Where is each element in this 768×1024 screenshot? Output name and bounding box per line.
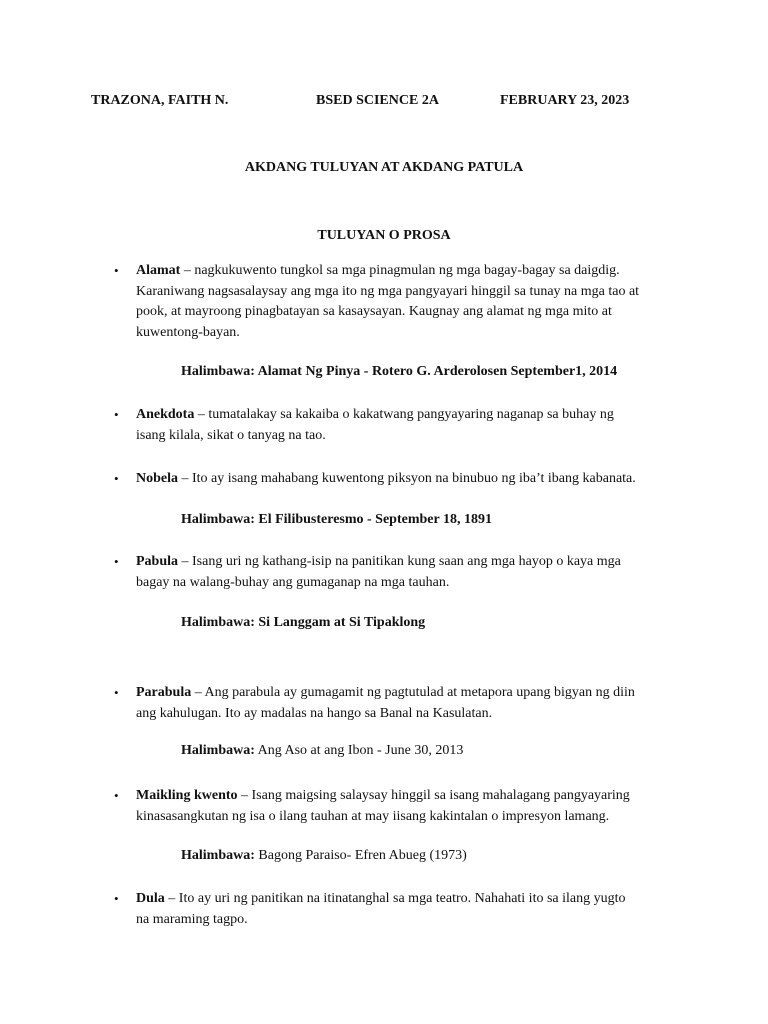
bullet-icon: • bbox=[114, 891, 119, 906]
example-nobela bbox=[181, 512, 701, 528]
example-label: Halimbawa: bbox=[181, 512, 255, 527]
list-item-nobela bbox=[114, 469, 676, 490]
example-text: El Filibusteresmo - September 18, 1891 bbox=[254, 512, 492, 527]
bullet-icon: • bbox=[114, 788, 119, 803]
example-parabula bbox=[181, 743, 701, 759]
list-item-maikling-kwento bbox=[114, 786, 676, 827]
term: Dula bbox=[136, 891, 165, 906]
definition-line: Isang maigsing salaysay hinggil sa isang mahalagang pangyayaring bbox=[251, 788, 630, 803]
example-alamat bbox=[181, 364, 701, 380]
example-label: Halimbawa: bbox=[181, 743, 255, 758]
term-separator: – bbox=[178, 554, 193, 569]
definition-line: ang kahulugan. Ito ay madalas na hango sa Banal na Kasulatan. bbox=[136, 705, 493, 721]
definition-line: kuwentong-bayan. bbox=[136, 324, 240, 340]
definition-line: pook, at mayroong pinagbatayan sa kasaysayan. Kaugnay ang alamat ng mga mito at bbox=[136, 304, 612, 319]
term-separator: – bbox=[178, 471, 192, 486]
term: Nobela bbox=[136, 471, 178, 486]
bullet-icon: • bbox=[114, 263, 119, 278]
definition-line: tumatalakay sa kakaiba o kakatwang pangyayaring naganap sa buhay ng bbox=[208, 407, 614, 422]
definition-line: Ito ay uri ng panitikan na itinatanghal sa mga teatro. Nahahati ito sa ilang yugto bbox=[178, 891, 626, 906]
definition-line: bagay na walang-buhay ang gumaganap na mga tauhan. bbox=[136, 574, 450, 590]
term: Parabula bbox=[136, 685, 192, 700]
example-text: Si Langgam at Si Tipaklong bbox=[254, 615, 426, 630]
definition-line: na maraming tagpo. bbox=[136, 911, 248, 927]
definition-line: kinasasangkutan ng isa o ilang tauhan at may iisang kakintalan o impresyon lamang. bbox=[136, 808, 610, 824]
example-label: Halimbawa: bbox=[181, 364, 255, 379]
term-separator: – bbox=[164, 891, 179, 906]
bullet-icon: • bbox=[114, 407, 119, 422]
example-text: Alamat Ng Pinya - Rotero G. Arderolosen September1, 2014 bbox=[254, 364, 618, 379]
term-separator: – bbox=[237, 788, 252, 803]
course-section: BSED SCIENCE 2A bbox=[316, 93, 439, 108]
list-item-anekdota bbox=[114, 405, 676, 446]
bullet-icon: • bbox=[114, 685, 119, 700]
bullet-icon: • bbox=[114, 471, 119, 486]
example-pabula bbox=[181, 615, 701, 631]
definition-line: Isang uri ng kathang-isip na panitikan kung saan ang mga hayop o kaya mga bbox=[192, 554, 621, 569]
term: Alamat bbox=[136, 263, 181, 278]
term: Anekdota bbox=[136, 407, 195, 422]
list-item-dula bbox=[114, 889, 676, 930]
example-text: Bagong Paraiso- Efren Abueg (1973) bbox=[254, 848, 467, 863]
example-label: Halimbawa: bbox=[181, 615, 255, 630]
term-separator: – bbox=[191, 685, 205, 700]
section-title: TULUYAN O PROSA bbox=[317, 228, 451, 243]
list-item-pabula bbox=[114, 552, 676, 593]
example-maikling-kwento bbox=[181, 848, 701, 864]
term: Maikling kwento bbox=[136, 788, 238, 803]
bullet-icon: • bbox=[114, 554, 119, 569]
author-name: TRAZONA, FAITH N. bbox=[91, 93, 229, 108]
definition-line: Ito ay isang mahabang kuwentong piksyon na binubuo ng iba’t ibang kabanata. bbox=[192, 471, 636, 486]
term-separator: – bbox=[180, 263, 195, 278]
definition-line: Ang parabula ay gumagamit ng pagtutulad at metapora upang bigyan ng diin bbox=[204, 685, 635, 700]
definition-line: nagkukuwento tungkol sa mga pinagmulan ng mga bagay-bagay sa daigdig. bbox=[194, 263, 620, 278]
term-separator: – bbox=[194, 407, 209, 422]
list-item-parabula bbox=[114, 683, 676, 724]
document-date: FEBRUARY 23, 2023 bbox=[500, 93, 630, 108]
document-title: AKDANG TULUYAN AT AKDANG PATULA bbox=[244, 160, 524, 175]
example-label: Halimbawa: bbox=[181, 848, 255, 863]
list-item-alamat bbox=[114, 261, 676, 343]
term: Pabula bbox=[136, 554, 179, 569]
definition-line: isang kilala, sikat o tanyag na tao. bbox=[136, 427, 326, 443]
definition-line: Karaniwang nagsasalaysay ang mga ito ng mga pangyayari hinggil sa tunay na mga tao at bbox=[136, 283, 640, 299]
example-text: Ang Aso at ang Ibon - June 30, 2013 bbox=[254, 743, 464, 758]
